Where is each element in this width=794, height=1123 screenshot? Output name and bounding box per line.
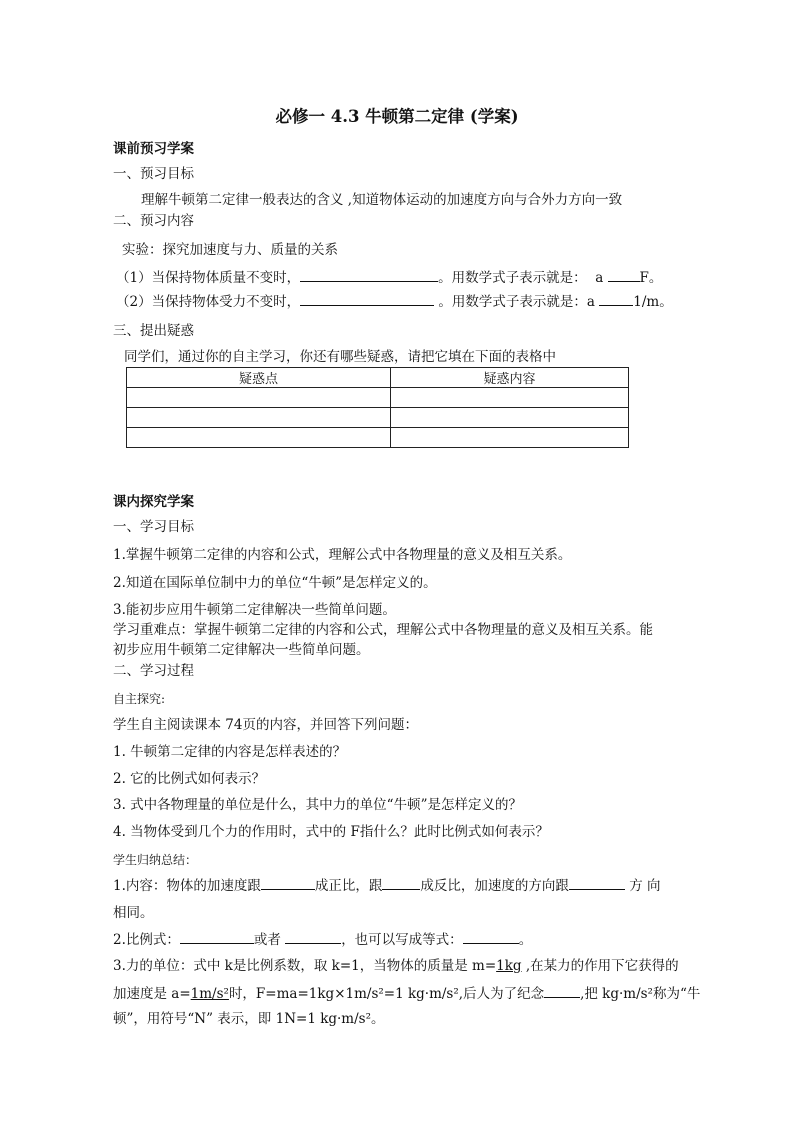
inclass-question-3: 3. 式中各物理量的单位是什么，其中力的单位“牛顿”是怎样定义的？ [113,797,522,813]
inclass-goal-1: 1.掌握牛顿第二定律的内容和公式，理解公式中各物理量的意义及相互关系。 [113,547,572,563]
table-cell[interactable] [391,388,629,408]
preview-experiment: 实验：探究加速度与力、质量的关系 [122,242,338,258]
s3-line2-acceleration: 1m/s² [190,986,229,1002]
s2-blank-proportion-1[interactable] [180,930,254,944]
table-cell[interactable] [391,428,629,448]
inclass-goal-3: 3.能初步应用牛顿第二定律解决一些简单问题。 [113,602,396,618]
summary-item-3-line-3: 顿”，用符号“N” 表示，即 1N=1 kg·m/s²。 [113,1011,385,1027]
table-header-row [127,368,629,388]
preview-goal-text: 理解牛顿第二定律一般表达的含义 ,知道物体运动的加速度方向与合外力方向一致 [141,192,623,208]
inclass-heading: 课内探究学案 [113,494,194,510]
s3-line1-text-a: 3.力的单位：式中 k是比例系数，取 k=1，当物体的质量是 m= [113,958,497,974]
item1-text-c: a [595,270,604,286]
s1-text-c: 成反比，加速度的方向跟 [420,878,569,894]
item1-blank-relation[interactable] [608,268,640,282]
s1-blank-force[interactable] [261,876,315,890]
table-row [127,428,629,448]
inclass-question-1: 1. 牛顿第二定律的内容是怎样表述的？ [113,744,347,760]
summary-item-3-line-2 [113,984,700,1003]
summary-item-3-line-1 [113,957,679,975]
summary-item-2 [113,930,532,949]
preview-heading: 课前预习学案 [113,141,194,157]
item1-text-d: F。 [639,270,663,286]
s2-blank-equation[interactable] [463,930,519,944]
inclass-question-4: 4. 当物体受到几个力的作用时，式中的 F指什么？此时比例式如何表示？ [113,824,549,840]
s1-text-d: 方 向 [629,878,661,894]
summary-item-1-end: 相同。 [113,905,154,921]
s2-text-c: ，也可以写成等式： [341,932,463,948]
s1-text-a: 1.内容：物体的加速度跟 [113,878,261,894]
document-title: 必修一 4.3 牛顿第二定律 (学案) [275,107,519,126]
table-row [127,408,629,428]
s3-line2-text-a: 加速度是 a= [113,986,191,1002]
inclass-key-line-1: 学习重难点：掌握牛顿第二定律的内容和公式，理解公式中各物理量的意义及相互关系。能 [113,622,653,638]
inclass-question-2: 2. 它的比例式如何表示？ [113,771,266,787]
item2-text-a: （2）当保持物体受力不变时， [116,294,301,310]
s3-line2-text-b: 时，F=ma=1kg×1m/s²=1 kg·m/s²,后人为了纪念 [228,986,545,1002]
s1-text-b: 成正比，跟 [314,878,383,894]
item2-text-b: 。用数学式子表示就是：a [438,294,595,310]
s2-text-b: 或者 [253,932,281,948]
inclass-key-line-2: 初步应用牛顿第二定律解决一些简单问题。 [113,642,370,658]
item1-text-b: 。用数学式子表示就是： [438,270,587,286]
s3-blank-scientist[interactable] [544,984,580,998]
s2-text-a: 2.比例式： [113,932,180,948]
table-cell[interactable] [127,388,391,408]
inclass-read-task: 学生自主阅读课本 74页的内容，并回答下列问题： [113,717,418,733]
s2-blank-proportion-2[interactable] [285,930,341,944]
preview-doubt-label: 三、提出疑惑 [113,323,194,339]
inclass-goals-label: 一、学习目标 [113,519,194,535]
preview-content-label: 二、预习内容 [113,213,194,229]
summary-item-1 [113,876,660,895]
table-row [127,388,629,408]
s3-line1-text-b: ,在某力的作用下它获得的 [521,958,679,974]
inclass-self-explore: 自主探究: [113,692,166,706]
item2-blank-relation[interactable] [599,292,633,306]
s3-line1-mass: 1kg [496,958,522,974]
inclass-goal-2: 2.知道在国际单位制中力的单位“牛顿”是怎样定义的。 [113,575,437,591]
preview-doubt-text: 同学们，通过你的自主学习，你还有哪些疑惑，请把它填在下面的表格中 [124,349,556,365]
s3-line2-text-c: ,把 kg·m/s²称为“牛 [580,986,701,1002]
item2-blank-condition[interactable] [300,292,434,306]
item2-text-d: 1/m。 [633,294,673,310]
inclass-summary: 学生归纳总结： [113,853,198,867]
s2-text-d: 。 [518,932,533,948]
s1-blank-direction[interactable] [569,876,625,890]
item1-text-a: （1）当保持物体质量不变时， [116,270,301,286]
s1-blank-mass[interactable] [382,876,420,890]
table-cell[interactable] [127,428,391,448]
inclass-process-label: 二、学习过程 [113,663,194,679]
preview-goal-label: 一、预习目标 [113,166,194,182]
table-header-cell: 疑惑点 [127,368,391,388]
table-cell[interactable] [391,408,629,428]
preview-item-1 [116,268,662,287]
item1-blank-condition[interactable] [300,268,438,282]
table-header-cell: 疑惑内容 [391,368,629,388]
doubt-table [126,367,629,448]
preview-item-2 [116,292,673,311]
table-cell[interactable] [127,408,391,428]
